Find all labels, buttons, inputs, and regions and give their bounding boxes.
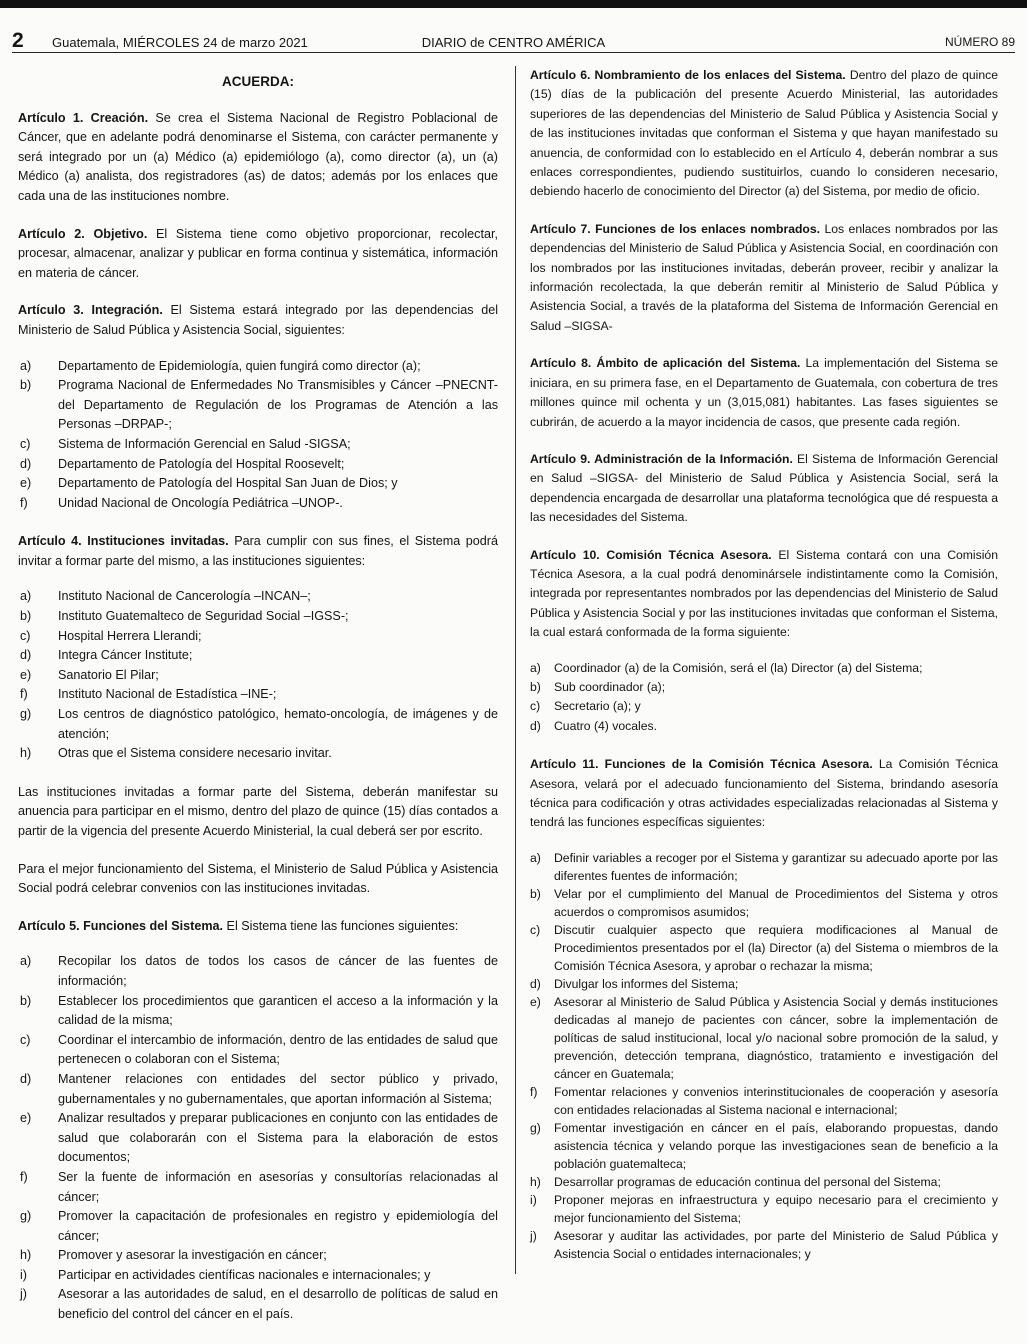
list-item: h) Desarrollar programas de educación continua del personal del Sistema; bbox=[530, 1174, 941, 1189]
article-title: Artículo 10. Comisión Técnica Asesora. bbox=[530, 547, 772, 562]
article-title: Artículo 2. Objetivo. bbox=[18, 226, 148, 241]
list-item: e) Departamento de Patología del Hospital San Juan de Dios; y bbox=[20, 476, 398, 491]
list-item: c) Sistema de Información Gerencial en Salud -SIGSA; bbox=[20, 436, 351, 451]
article-text: El Sistema tiene las funciones siguientes: bbox=[223, 918, 459, 933]
article-3-list bbox=[18, 357, 498, 514]
article-4 bbox=[18, 532, 498, 571]
publication-date: Guatemala, MIÉRCOLES 24 de marzo 2021 bbox=[52, 35, 308, 50]
list-item: b) Instituto Guatemalteco de Seguridad Social –IGSS-; bbox=[20, 609, 349, 624]
article-text: Para cumplir con sus fines, el Sistema podrá invitar a formar parte del mismo, a las instituciones siguientes: bbox=[18, 534, 499, 568]
list-item: b) Programa Nacional de Enfermedades No Transmisibles y Cáncer –PNECNT- del Departamento de Regulación de los Programas de Atención a las Personas –DRPAP-; bbox=[20, 378, 498, 432]
article-title: Artículo 5. Funciones del Sistema. bbox=[18, 918, 224, 933]
issue-number: NÚMERO 89 bbox=[944, 35, 1015, 49]
list-item: d) Divulgar los informes del Sistema; bbox=[530, 976, 739, 991]
list-item: a) Recopilar los datos de todos los casos de cáncer de las fuentes de información; bbox=[20, 954, 498, 988]
article-title: Artículo 3. Integración. bbox=[18, 303, 163, 318]
list-item: j) Asesorar a las autoridades de salud, en el desarrollo de políticas de salud en beneficio del control del cáncer en el país. bbox=[20, 1287, 498, 1322]
newspaper-name: DIARIO de CENTRO AMÉRICA bbox=[421, 35, 606, 50]
article-text: Dentro del plazo de quince (15) días de la publicación del presente Acuerdo Ministerial, las autoridades superiores de las dependencias del Ministerio de Salud Pública y Asistencia Social y de las instituciones invitadas que conforman el Sistema y que hayan manifestado su anuencia, de conformidad con lo establecido en el Artículo 4, deberán nombrar a sus enlaces correspondientes, pudiendo sustituirlos, cuando lo consideren necesario, debiendo hacerlo de conocimiento del Director (a) del Sistema, por medio de oficio. bbox=[530, 68, 998, 199]
list-item: a) Coordinador (a) de la Comisión, será el (la) Director (a) del Sistema; bbox=[530, 660, 923, 675]
article-title: Artículo 6. Nombramiento de los enlaces del Sistema. bbox=[530, 68, 846, 82]
page-header bbox=[12, 30, 1015, 53]
list-item: g) Fomentar investigación en cáncer en el país, elaborando propuestas, dando asistencia técnica y velando porque las investigaciones sean de beneficio a la población guatemalteca; bbox=[530, 1120, 998, 1171]
article-text: La Comisión Técnica Asesora, velará por el adecuado funcionamiento del Sistema, brindando asesoría técnica para codificación y otras actividades especializadas relacionadas al Sistema y tendrá las funciones específicas siguientes: bbox=[530, 757, 998, 830]
column-divider bbox=[515, 66, 516, 1274]
list-item: c) Hospital Herrera Llerandi; bbox=[20, 628, 202, 643]
list-item: a) Instituto Nacional de Cancerología –INCAN–; bbox=[20, 589, 311, 604]
list-item: d) Departamento de Patología del Hospital Roosevelt; bbox=[20, 456, 345, 471]
acuerda-heading: ACUERDA: bbox=[222, 74, 294, 89]
article-9 bbox=[530, 450, 998, 528]
list-item: d) Cuatro (4) vocales. bbox=[530, 718, 657, 733]
article-7 bbox=[530, 220, 998, 336]
article-text: Se crea el Sistema Nacional de Registro Poblacional de Cáncer, que en adelante podrá denominarse el Sistema, con carácter permanente y será integrado por un (a) Médico (a) epidemiólogo (a), como director (a), un (a) Médico (a) analista, dos registradores (as) de datos; además por los enlaces que cada una de las instituciones nombre. bbox=[18, 110, 498, 203]
list-item: b) Velar por el cumplimiento del Manual de Procedimientos del Sistema y otros acuerdos o compromisos asumidos; bbox=[530, 886, 998, 919]
list-item: b) Establecer los procedimientos que garanticen el acceso a la información y la calidad de la misma; bbox=[20, 993, 498, 1028]
article-text: El Sistema estará integrado por las dependencias del Ministerio de Salud Pública y Asistencia Social, siguientes: bbox=[18, 303, 499, 337]
article-1 bbox=[18, 109, 498, 207]
list-item: f) Instituto Nacional de Estadística –INE-; bbox=[20, 687, 277, 702]
top-rule bbox=[0, 0, 1027, 8]
article-title: Artículo 4. Instituciones invitadas. bbox=[18, 534, 229, 549]
article-3 bbox=[18, 301, 498, 340]
list-item: e) Sanatorio El Pilar; bbox=[20, 667, 159, 682]
article-2 bbox=[18, 225, 498, 284]
article-text: El Sistema tiene como objetivo proporcionar, recolectar, procesar, almacenar, analizar y publicar en forma continua y sistemática, información en materia de cáncer. bbox=[18, 226, 498, 280]
article-6 bbox=[530, 66, 998, 202]
page-number: 2 bbox=[12, 29, 24, 52]
list-item: a) Definir variables a recoger por el Sistema y garantizar su adecuado aporte por las diferentes fuentes de información; bbox=[530, 850, 998, 883]
article-4-paragraph: Para el mejor funcionamiento del Sistema, el Ministerio de Salud Pública y Asistencia Social podrá celebrar convenios con las instituciones invitadas. bbox=[18, 861, 498, 896]
article-5 bbox=[18, 917, 498, 937]
article-text: El Sistema contará con una Comisión Técnica Asesora, a la cual podrá denominársele indistintamente como la Comisión, integrada por representantes nombrados por las dependencias del Ministerio de Salud Pública y Asistencia Social y por las instituciones invitadas que conforman el Sistema, la cual estará conformada de la forma siguiente: bbox=[530, 547, 998, 640]
list-item: f) Ser la fuente de información en asesorías y consultorías relacionadas al cáncer; bbox=[20, 1169, 498, 1204]
list-item: g) Los centros de diagnóstico patológico, hemato-oncología, de imágenes y de atención; bbox=[20, 707, 498, 741]
article-11 bbox=[530, 755, 998, 833]
article-4-list bbox=[18, 587, 498, 763]
list-item: f) Unidad Nacional de Oncología Pediátrica –UNOP-. bbox=[20, 495, 343, 510]
article-10-list bbox=[530, 659, 998, 737]
list-item: c) Discutir cualquier aspecto que requiera modificaciones al Manual de Procedimientos presentados por el (la) Director (a) del Sistema o miembros de la Comisión Técnica Asesora, y aprobar o rechazar la misma; bbox=[530, 922, 998, 973]
list-item: j) Asesorar y auditar las actividades, por parte del Ministerio de Salud Pública y Asistencia Social o entidades internacionales; y bbox=[530, 1228, 998, 1261]
list-item: c) Secretario (a); y bbox=[530, 699, 641, 714]
list-item: d) Integra Cáncer Institute; bbox=[20, 648, 193, 663]
list-item: h) Otras que el Sistema considere necesario invitar. bbox=[20, 746, 332, 761]
article-text: El Sistema de Información Gerencial en Salud –SIGSA- del Ministerio de Salud Pública y Asistencia Social, será la dependencia encargada de desarrollar una plataforma tecnológica que dé respuesta a las necesidades del Sistema. bbox=[530, 451, 998, 525]
right-column bbox=[530, 66, 998, 1282]
article-title: Artículo 1. Creación. bbox=[18, 110, 149, 125]
list-item: i) Proponer mejoras en infraestructura y equipo necesario para el crecimiento y mejor funcionamiento del Sistema; bbox=[530, 1192, 998, 1225]
article-10 bbox=[530, 546, 998, 643]
article-4-paragraph: Las instituciones invitadas a formar parte del Sistema, deberán manifestar su anuencia para participar en el mismo, dentro del plazo de quince (15) días contados a partir de la vigencia del presente Acuerdo Ministerial, la cual deberá ser por escrito. bbox=[18, 784, 498, 838]
list-item: e) Analizar resultados y preparar publicaciones en conjunto con las entidades de salud que colaborarán con el Sistema para la elaboración de estos documentos; bbox=[20, 1111, 498, 1165]
article-11-list bbox=[530, 849, 998, 1263]
article-5-list bbox=[18, 952, 498, 1324]
list-item: g) Promover la capacitación de profesionales en registro y epidemiología del cáncer; bbox=[20, 1209, 498, 1243]
article-text: Los enlaces nombrados por las dependencias del Ministerio de Salud Pública y Asistencia Social, en coordinación con los nombrados por las instituciones invitadas, deberán proveer, recibir y analizar la información recolectada, la que deberán remitir al Ministerio de Salud Pública y Asistencia Social, a través de la plataforma del Sistema de Información Gerencial en Salud –SIGSA- bbox=[530, 221, 998, 333]
list-item: i) Participar en actividades científicas nacionales e internacionales; y bbox=[20, 1267, 431, 1282]
left-column bbox=[18, 66, 498, 1344]
article-title: Artículo 7. Funciones de los enlaces nombrados. bbox=[530, 221, 821, 236]
article-text: La implementación del Sistema se iniciara, en su primera fase, en el Departamento de Guatemala, con cobertura de tres millones quince mil ochenta y un (3,015,081) habitantes. Las fases siguientes se cubrirán, de acuerdo a la mayor incidencia de casos, que presente cada región. bbox=[530, 356, 998, 429]
article-title: Artículo 9. Administración de la Información. bbox=[530, 451, 793, 466]
list-item: d) Mantener relaciones con entidades del sector público y privado, gubernamentales y no gubernamentales, que aportan información al Sistema; bbox=[20, 1071, 498, 1106]
list-item: h) Promover y asesorar la investigación en cáncer; bbox=[20, 1248, 327, 1263]
article-8 bbox=[530, 354, 998, 432]
article-title: Artículo 8. Ámbito de aplicación del Sistema. bbox=[530, 356, 801, 371]
list-item: e) Asesorar al Ministerio de Salud Pública y Asistencia Social y demás instituciones dedicadas al manejo de pacientes con cáncer, sobre la implementación de políticas de salud institucional, local y/o nacional sobre promoción de la salud, y prevención, detección temprana, diagnóstico, tratamiento e investigación del cáncer en Guatemala; bbox=[530, 994, 998, 1081]
list-item: f) Fomentar relaciones y convenios interinstitucionales de cooperación y asesoría con entidades relacionadas al Sistema nacional e internacional; bbox=[530, 1084, 998, 1117]
list-item: c) Coordinar el intercambio de información, dentro de las entidades de salud que pertenecen o colaboran con el Sistema; bbox=[20, 1032, 498, 1067]
list-item: b) Sub coordinador (a); bbox=[530, 679, 666, 694]
list-item: a) Departamento de Epidemiología, quien fungirá como director (a); bbox=[20, 358, 421, 373]
article-title: Artículo 11. Funciones de la Comisión Técnica Asesora. bbox=[530, 757, 873, 772]
